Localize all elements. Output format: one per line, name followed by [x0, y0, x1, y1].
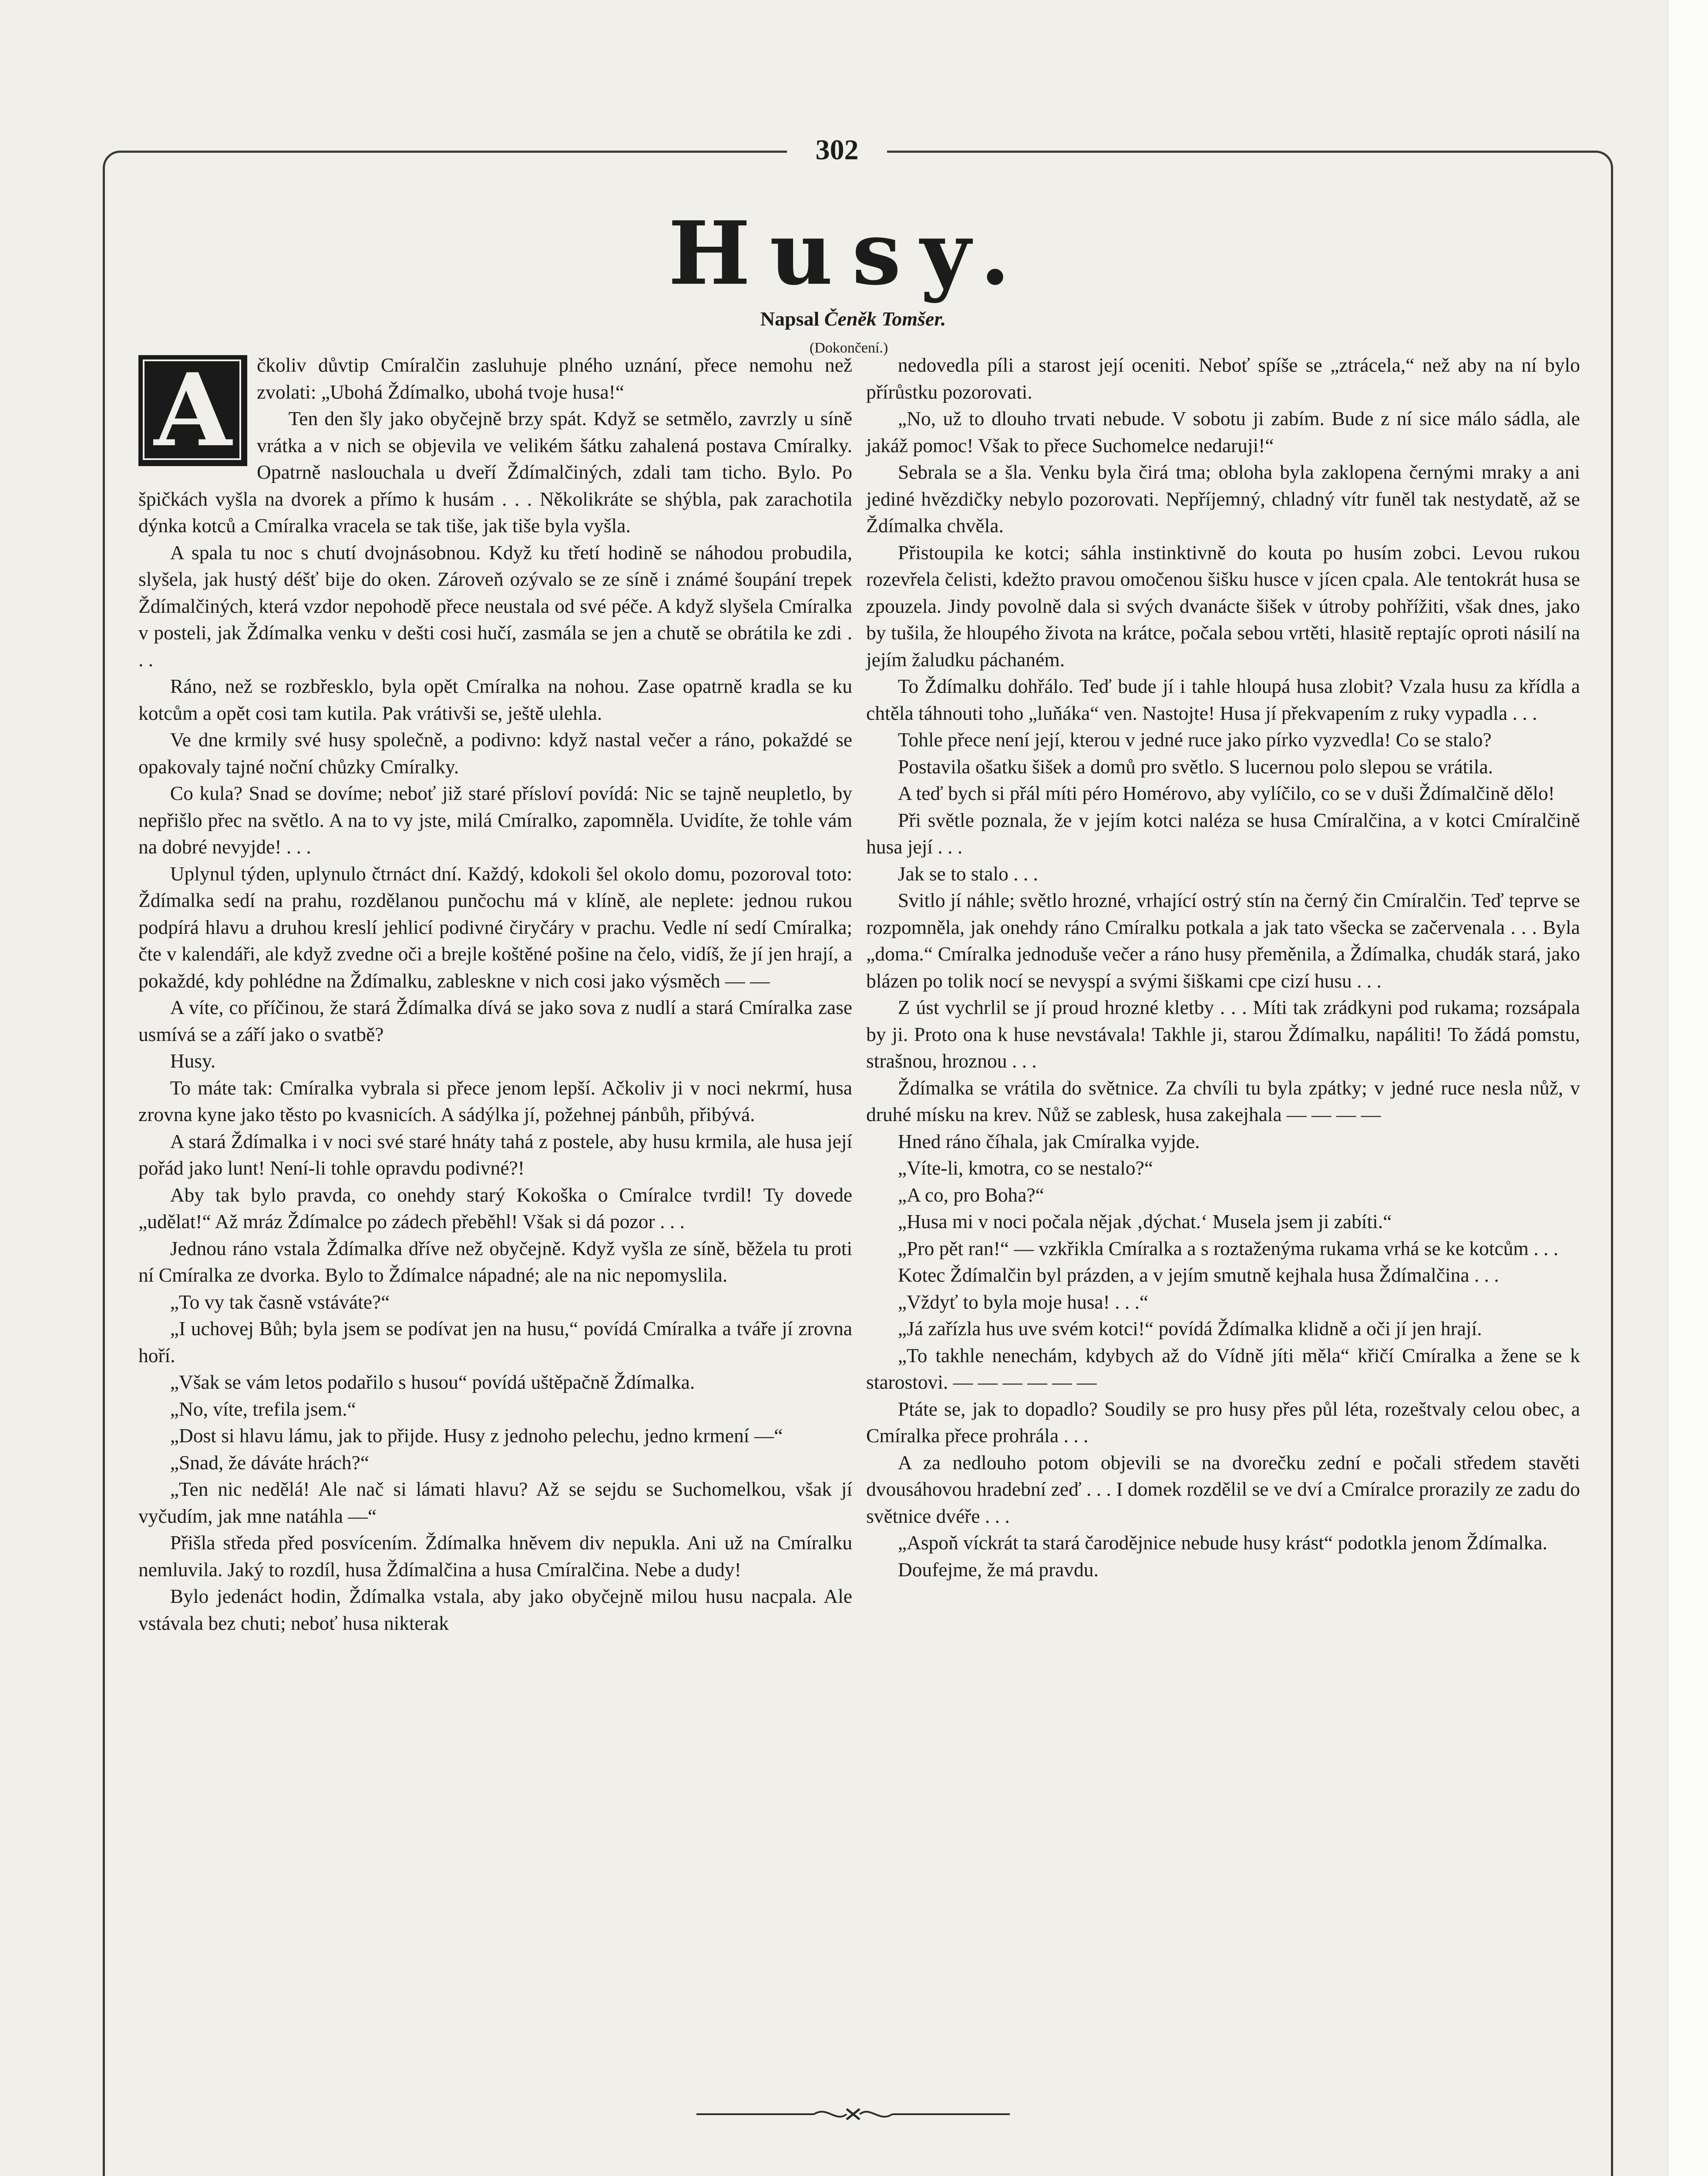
paragraph: „Však se vám letos podařilo s husou“ povídá uštěpačně Ždímalka.: [170, 1371, 695, 1393]
paragraph: „No, už to dlouho trvati nebude. V sobotu ji zabím. Bude z ní sice málo sádla, ale jakáž pomoc! Však to přece Suchomelce nedaruji!“: [866, 407, 1580, 457]
paragraph: „Dost si hlavu lámu, jak to přijde. Husy z jednoho pelechu, jedno krmení —“: [170, 1424, 783, 1447]
paragraph: „To takhle nenechám, kdybych až do Vídně jíti měla“ křičí Cmíralka a žene se k starostovi. — — — — — —: [866, 1344, 1580, 1393]
paragraph: Ptáte se, jak to dopadlo? Soudily se pro husy přes půl léta, rozeštvaly celou obec, a Cmíralka přece prohrála . . .: [866, 1397, 1580, 1447]
end-ornament: [696, 2105, 1010, 2123]
paragraph: A víte, co příčinou, že stará Ždímalka dívá se jako sova z nudlí a stará Cmíralka zase usmívá se a září jako o svatbě?: [138, 996, 852, 1045]
paragraph: nedovedla píli a starost její oceniti. Neboť spíše se „ztrácela,“ než aby na ní bylo přírůstku pozorovati.: [866, 354, 1580, 403]
paragraph: Jednou ráno vstala Ždímalka dříve než obyčejně. Když vyšla ze síně, běžela tu proti ní Cmíralka ze dvorka. Bylo to Ždímalce nápadné; ale na nic nepomyslila.: [138, 1237, 852, 1286]
paragraph: Přistoupila ke kotci; sáhla instinktivně do kouta po husím zobci. Levou rukou rozevřela čelisti, kdežto pravou omočenou šišku husce v jícen cpala. Ale tentokrát husa se zpouzela. Jindy povolně dala si svých dvanácte šišek v útroby pohřížiti, však dnes, jako by tušila, že hloupého života na krátce, počala sebou vrtěti, hlasitě reptajíc oproti násilí na jejím žaludku páchaném.: [866, 541, 1580, 671]
paragraph: Při světle poznala, že v jejím kotci naléza se husa Cmíralčina, a v kotci Cmíralčině husa její . . .: [866, 809, 1580, 858]
paragraph: Ten den šly jako obyčejně brzy spát. Když se setmělo, zavrzly u síně vrátka a v nich se objevila ve velikém šátku zahalená postava Cmíralky. Opatrně naslouchala u dveří Ždímalčiných, zdali tam ticho. Bylo. Po špičkách vyšla na dvorek a přímo k husám . . . Několikráte se shýbla, pak zarachotila dýnka kotců a Cmíralka vracela se tak tiše, jak tiše byla vyšla.: [138, 407, 852, 537]
paragraph: „I uchovej Bůh; byla jsem se podívat jen na husu,“ povídá Cmíralka a tváře jí zrovna hoří.: [138, 1317, 852, 1367]
paragraph: Jak se to stalo . . .: [898, 862, 1039, 885]
ornament-loop-left: [814, 2112, 847, 2117]
paragraph: Přišla středa před posvícením. Ždímalka hněvem div nepukla. Ani už na Cmíralku nemluvila. Jaký to rozdíl, husa Ždímalčina a husa Cmíralčina. Nebe a dudy!: [138, 1531, 852, 1581]
paragraph: Husy.: [170, 1050, 216, 1072]
drop-cap-letter: A: [154, 352, 232, 469]
paragraph: Kotec Ždímalčin byl prázden, a v jejím smutně kejhala husa Ždímalčina . . .: [898, 1264, 1499, 1286]
paragraph: „To vy tak časně vstáváte?“: [170, 1290, 390, 1313]
paragraph: To máte tak: Cmíralka vybrala si přece jenom lepší. Ačkoliv ji v noci nekrmí, husa zrovna kyne jako těsto po kvasnicích. A sádýlka jí, požehnej pánbůh, přibývá.: [138, 1076, 852, 1125]
paragraph: A za nedlouho potom objevili se na dvorečku zední e počali středem stavěti dvousáhovou hradební zeď . . . I domek rozdělil se ve dví a Cmíralce prorazily ze zadu do světnice dvéře . . .: [866, 1451, 1580, 1527]
byline-prefix: Napsal: [760, 308, 820, 330]
paragraph: Co kula? Snad se dovíme; neboť již staré přísloví povídá: Nic se tajně neupletlo, by nepřišlo přec na světlo. A na to vy jste, milá Cmíralko, zapomněla. Uvidíte, že tohle vám na dobré nevyjde! . . .: [138, 782, 852, 858]
paragraph: „Já zařízla hus uve svém kotci!“ povídá Ždímalka klidně a oči jí jen hrají.: [898, 1317, 1482, 1340]
paragraph: „Snad, že dáváte hrách?“: [170, 1451, 370, 1474]
paragraph: „Pro pět ran!“ — vzkřikla Cmíralka a s roztaženýma rukama vrhá se ke kotcům . . .: [898, 1237, 1559, 1259]
right-column: [866, 352, 1580, 2136]
paragraph: „Husa mi v noci počala nějak ‚dýchat.‘ Musela jsem ji zabíti.“: [898, 1210, 1392, 1232]
byline: [679, 305, 1027, 333]
ornament-loop-right: [860, 2112, 892, 2117]
paragraph: čkoliv důvtip Cmíralčin zasluhuje plného uznání, přece nemohu než zvolati: „Ubohá Ždímalko, ubohá tvoje husa!“: [257, 354, 852, 403]
paragraph: Svitlo jí náhle; světlo hrozné, vrhající ostrý stín na černý čin Cmíralčin. Teď teprve se rozpomněla, jak onehdy ráno Cmíralku potkala a jak tato všecka se začervenala . . . Byla „doma.“ Cmíralka jednoduše večer a ráno husy přeměnila, a Ždímalka, chudák stará, jako blázen po tolik nocí se nevyspí a svými šiškami cpe cizí husu . . .: [866, 889, 1580, 992]
continuation-note: (Dokončení.): [809, 340, 888, 356]
paragraph: Uplynul týden, uplynulo čtrnáct dní. Každý, kdokoli šel okolo domu, pozoroval toto: Ždímalka sedí na prahu, rozdělanou punčochu má v klíně, ale neplete: jednou rukou podpírá hlavu a druhou kreslí jehlicí podivné čiryčáry v prachu. Vedle ní sedí Cmíralka; čte v kalendáři, ale když zvedne oči a brejle koštěné pošine na čelo, vidíš, že jí jen hrají, a pokaždé, kdy pohlédne na Ždímalku, zableskne v nich cosi jako výsměch — —: [138, 862, 852, 992]
paragraph: Tohle přece není její, kterou v jedné ruce jako pírko vyzvedla! Co se stalo?: [898, 729, 1492, 751]
paragraph: Ždímalka se vrátila do světnice. Za chvíli tu byla zpátky; v jedné ruce nesla nůž, v druhé mísku na krev. Nůž se zablesk, husa zakejhala — — — —: [866, 1076, 1580, 1125]
left-column: [138, 352, 852, 2136]
paragraph: Z úst vychrlil se jí proud hrozné kletby . . . Míti tak zrádkyni pod rukama; rozsápala by ji. Proto ona k huse nevstávala! Takhle ji, starou Ždímalku, napáliti! To žádá pomstu, strašnou, hroznou . . .: [866, 996, 1580, 1072]
paragraph: A stará Ždímalka i v noci své staré hnáty tahá z postele, aby husu krmila, ale husa její pořád jako lunt! Není-li tohle opravdu podivné?!: [138, 1130, 852, 1179]
paragraph: Sebrala se a šla. Venku byla čirá tma; obloha byla zaklopena černými mraky a ani jediné hvězdičky nebylo pozorovati. Nepříjemný, chladný vítr funěl tak nestydatě, až se Ždímalka chvěla.: [866, 461, 1580, 537]
paragraph: Doufejme, že má pravdu.: [898, 1558, 1099, 1581]
paragraph: Ráno, než se rozbřesklo, byla opět Cmíralka na nohou. Zase opatrně kradla se ku kotcům a opět cosi tam kutila. Pak vrátivši se, ještě ulehla.: [138, 675, 852, 724]
paragraph: Aby tak bylo pravda, co onehdy starý Kokoška o Cmíralce tvrdil! Ty dovede „udělat!“ Až mráz Ždímalce po zádech přeběhl! Však si dá pozor . . .: [138, 1183, 852, 1232]
paragraph: Postavila ošatku šišek a domů pro světlo. S lucernou polo slepou se vrátila.: [898, 755, 1493, 778]
paragraph: Ve dne krmily své husy společně, a podivno: když nastal večer a ráno, pokaždé se opakovaly tajné noční chůzky Cmíralky.: [138, 729, 852, 778]
paragraph: „Vždyť to byla moje husa! . . .“: [898, 1290, 1149, 1313]
paragraph: „Ten nic nedělá! Ale nač si lámati hlavu? Až se sejdu se Suchomelkou, však jí vyčudím, jak mne natáhla —“: [138, 1478, 852, 1527]
paragraph: A spala tu noc s chutí dvojnásobnou. Když ku třetí hodině se náhodou probudila, slyšela, jak hustý déšť bije do oken. Zároveň ozývalo se ze síně i známé šoupání trepek Ždímalčiných, která vzdor nepohodě přece neustala od své péče. A když slyšela Cmíralka v posteli, jak Ždímalka venku v dešti cosi hučí, zasmála se jen a chutě se obrátila ke zdi . . .: [138, 541, 852, 671]
paragraph: To Ždímalku dohřálo. Teď bude jí i tahle hloupá husa zlobit? Vzala husu za křídla a chtěla táhnouti toho „luňáka“ ven. Nastojte! Husa jí překvapením z ruky vypadla . . .: [866, 675, 1580, 724]
page-number: 302: [787, 131, 887, 170]
author-name: Čeněk Tomšer.: [824, 308, 946, 330]
drop-cap: [138, 352, 247, 469]
story-title: Husy.: [668, 202, 1029, 305]
ornament-cross: [847, 2109, 860, 2119]
paragraph: „A co, pro Boha?“: [898, 1183, 1044, 1206]
paragraph: „Víte-li, kmotra, co se nestalo?“: [898, 1157, 1153, 1179]
paragraph: „No, víte, trefila jsem.“: [170, 1397, 356, 1420]
paragraph: Hned ráno číhala, jak Cmíralka vyjde.: [898, 1130, 1200, 1152]
page-edge: [1669, 0, 1708, 2176]
paragraph: Bylo jedenáct hodin, Ždímalka vstala, aby jako obyčejně milou husu nacpala. Ale vstávala bez chuti; neboť husa nikterak: [138, 1585, 852, 1634]
paragraph: A teď bych si přál míti péro Homérovo, aby vylíčilo, co se v duši Ždímalčině dělo!: [898, 782, 1555, 804]
paragraph: „Aspoň víckrát ta stará čarodějnice nebude husy krást“ podotkla jenom Ždímalka.: [898, 1531, 1547, 1554]
